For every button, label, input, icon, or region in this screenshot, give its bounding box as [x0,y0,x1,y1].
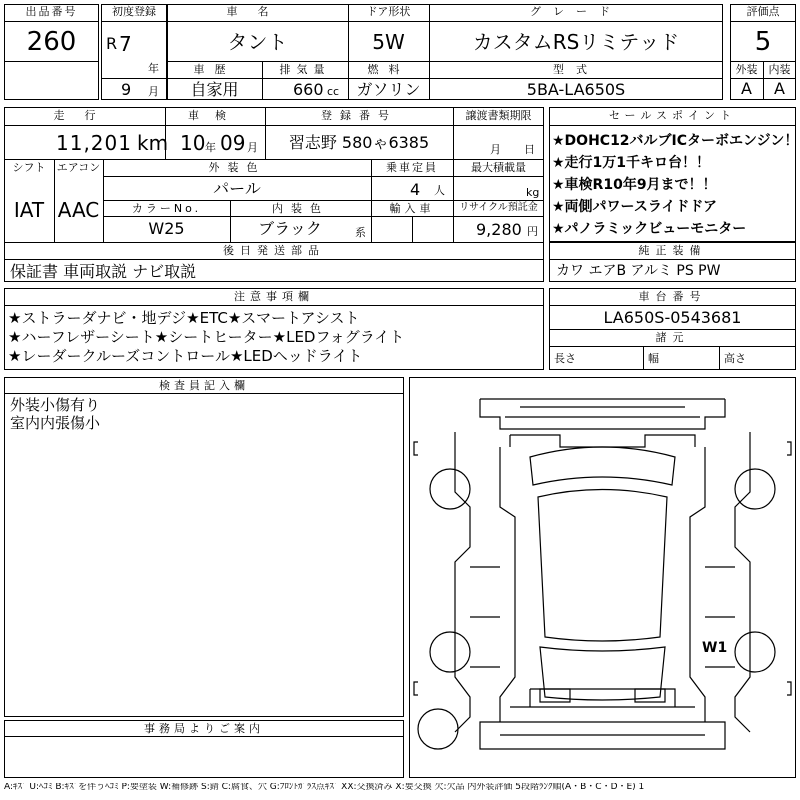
side-right-panel [690,447,735,722]
registration-number-label: 登録番号 [321,109,397,122]
inspector-note: 外装小傷有り [10,396,101,414]
recycle-fee-unit: 円 [527,225,538,238]
selling-point: ★DOHC12バルブICターボエンジン！ [552,133,799,149]
car-name-label: 車名 [226,5,289,18]
exterior-color-label: 外装色 [208,161,266,174]
notes-list [8,309,404,366]
air-conditioner-label: エアコン [56,161,101,174]
body-left [455,432,470,732]
registration-year: 7 [119,32,132,56]
height-label: 高さ [724,352,746,365]
fuel-label: 燃料 [367,63,410,76]
exterior-label: 外装 [735,63,758,76]
exterior-color: パール [213,179,261,198]
shift-label: シフト [12,161,46,174]
shift: IAT [13,198,45,222]
office-label: 事務局よりご案内 [144,722,264,735]
notes-label: 注意事項欄 [234,290,314,303]
import-label: 輸入車 [389,202,435,215]
selling-point: ★パノラミックビューモニター [552,221,747,237]
recycle-fee: 9,280 [476,220,522,239]
note-line: ★ハーフレザーシート★シートヒーター★LEDフォグライト [8,328,405,346]
interior-label: 内装 [768,63,791,76]
displacement: 660 [293,80,324,99]
lot-number: 260 [26,27,77,57]
registration-month: 9 [121,80,132,99]
mileage-label: 走行 [53,109,116,122]
length-label: 長さ [554,352,576,365]
lot-label: 出品番号 [25,5,78,18]
exterior-grade: A [741,79,752,98]
front-bumper [510,435,695,447]
interior-grade: A [774,79,785,98]
selling-point: ★両側パワースライドドア [552,199,718,215]
rear-panel [480,722,725,749]
mirror-bracket [414,442,791,695]
selling-point: ★車検R10年9月まで！！ [552,177,717,193]
inspection-month: 09 [220,131,246,155]
body-right [735,432,750,732]
car-name: タント [227,30,288,54]
color-number: W25 [148,219,185,238]
inspection-month-suffix: 月 [247,141,258,154]
wheel-rear-left [430,632,470,672]
rear-window [540,647,665,700]
roof [538,490,667,642]
note-line: ★ストラーダナビ・地デジ★ETC★スマートアシスト [8,309,360,327]
model-code: 5BA-LA650S [526,80,626,99]
model-code-label: 型式 [553,63,599,76]
damage-mark: W1 [702,640,728,656]
mileage-unit: km [137,131,169,155]
era-prefix: R [106,34,118,53]
color-number-label: カラーNo. [131,202,202,215]
recycle-fee-label: リサイクル預託金 [459,202,538,213]
chassis-number-label: 車台番号 [638,290,707,303]
car-history: 自家用 [190,80,239,99]
air-conditioner: AAC [57,198,100,222]
inspection-year: 10 [180,131,206,155]
max-load-label: 最大積載量 [471,161,526,174]
capacity-unit: 人 [434,184,445,197]
windshield [530,447,675,485]
specs-label: 諸元 [655,331,690,344]
selling-points-label: セールスポイント [608,109,736,122]
grade-label: グレード [530,5,622,18]
inspector-notes [10,396,100,432]
capacity-label: 乗車定員 [386,161,438,174]
score: 5 [754,27,772,57]
displacement-label: 排気量 [279,63,331,76]
interior-color-suffix: 系 [355,226,366,239]
inspector-note: 室内内張傷小 [10,414,101,432]
width-label: 幅 [648,352,659,365]
car-history-label: 車歴 [193,63,236,76]
first-registration-label: 初度登録 [112,5,156,18]
score-label: 評価点 [746,5,780,18]
inspector-label: 検査員記入欄 [159,379,249,392]
month-suffix: 月 [148,85,159,98]
equipment-label: 純正装備 [638,244,707,257]
later-parts-label: 後日発送部品 [223,244,325,257]
later-parts: 保証書 車両取説 ナビ取説 [10,262,197,281]
rear-bumper [510,689,695,707]
legend: A:ｷｽﾞ U:ﾍｺﾐ B:ｷｽﾞを伴うﾍｺﾐ P:要塗装 W:補修跡 S:錆 C:腐食、穴 G:ﾌﾛﾝﾄｶﾞﾗｽ点ｷｽﾞ XX:交換済み X:要交換 欠:欠品 内外装評価 5段階ﾗﾝｸ順(A・B・C・D・E) 1 [4,783,645,792]
transfer-day: 日 [524,143,535,156]
wheel-front-right [735,469,775,509]
capacity: 4 [410,180,421,199]
car-damage-diagram [410,377,795,776]
note-line: ★レーダークルーズコントロール★LEDヘッドライト [8,347,363,365]
year-suffix: 年 [148,62,159,75]
selling-points-list [552,130,798,240]
selling-point: ★走行1万1千キロ台！！ [552,155,711,171]
wheel-front-left [430,469,470,509]
chassis-number: LA650S-0543681 [603,308,742,327]
door-type-label: ドア形状 [366,5,411,18]
transfer-month: 月 [490,143,501,156]
max-load-unit: kg [526,186,540,199]
interior-color-label: 内装色 [272,202,329,215]
side-left-panel [470,447,515,722]
door-type: 5W [372,30,405,54]
grade: カスタムRSリミテッド [472,30,680,54]
inspection-year-suffix: 年 [205,141,216,154]
equipment: カワ エアB アルミ PS PW [556,263,721,279]
wheel-rear-right [735,632,775,672]
fuel: ガソリン [356,80,421,99]
displacement-unit: cc [327,85,340,98]
interior-color: ブラック [258,219,322,238]
mileage: 11,201 [56,131,132,155]
registration-number: 習志野 580ゃ6385 [288,133,430,152]
spare-wheel [418,709,458,749]
inspection-label: 車検 [188,109,242,122]
front-panel [480,399,725,429]
transfer-deadline-label: 譲渡書類期限 [465,109,532,122]
